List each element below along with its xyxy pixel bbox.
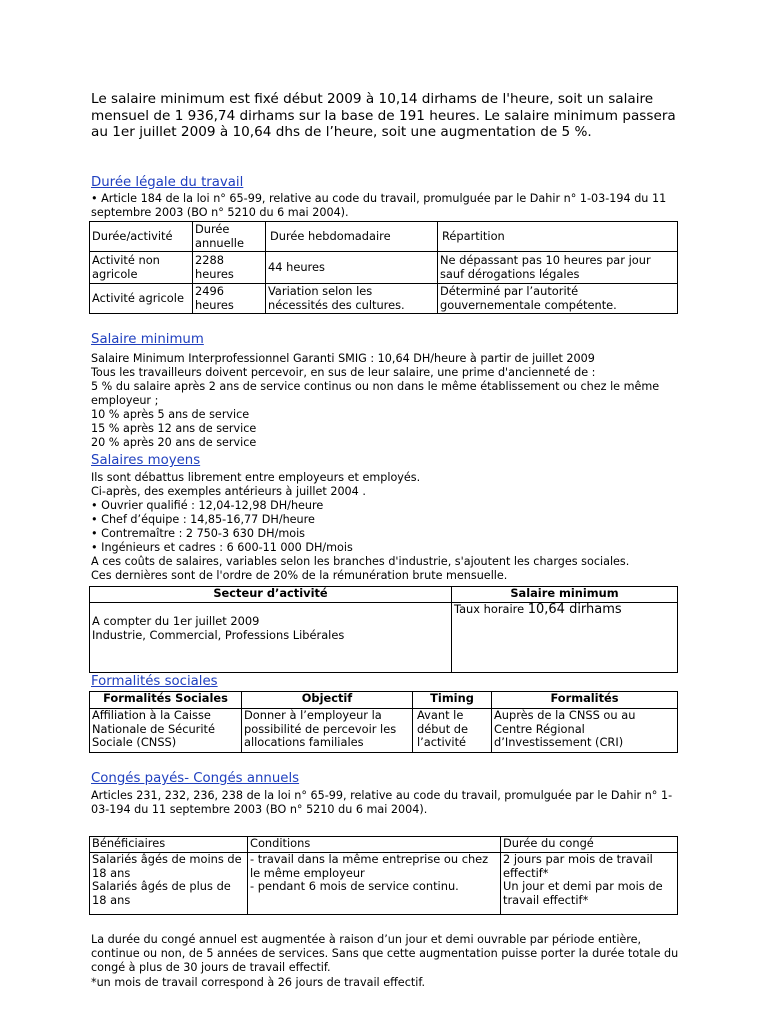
header-cell: Timing	[413, 692, 492, 709]
text-line: Ils sont débattus librement entre employeurs et employés.	[91, 471, 421, 484]
text-line: • Ouvrier qualifié : 12,04-12,98 DH/heure	[91, 499, 324, 512]
header-cell: Bénéficiaires	[90, 837, 248, 853]
text-line: • Ingénieurs et cadres : 6 600-11 000 DH/mois	[91, 541, 353, 554]
text-line: Ci-après, des exemples antérieurs à juillet 2004 .	[91, 485, 366, 498]
text-line: Salaire Minimum Interprofessionnel Garanti SMIG : 10,64 DH/heure à partir de juillet 2009	[91, 352, 595, 365]
text-line: 10 % après 5 ans de service	[91, 408, 250, 421]
conges-table	[89, 836, 678, 915]
table-cell: Activité agricole	[90, 284, 193, 314]
table-cell: 2496 heures	[193, 284, 266, 314]
header-cell: Objectif	[242, 692, 413, 709]
text-line: 5 % du salaire après 2 ans de service continus ou non dans le même établissement ou chez le même employeur ;	[91, 380, 660, 407]
table-cell: Avant le début de l’activité	[413, 709, 492, 753]
text-line: A ces coûts de salaires, variables selon les branches d'industrie, s'ajoutent les charges sociales.	[91, 555, 630, 568]
cell-line: - travail dans la même entreprise ou chez le même employeur	[250, 852, 489, 880]
salaire-minimum-text	[91, 352, 681, 450]
conges-footnote: *un mois de travail correspond à 26 jours de travail effectif.	[91, 976, 426, 989]
text-line: 15 % après 12 ans de service	[91, 422, 257, 435]
text-line: • Contremaître : 2 750-3 630 DH/mois	[91, 527, 306, 540]
cell-line: 2 jours par mois de travail effectif*	[503, 852, 653, 880]
table-cell	[90, 853, 248, 915]
cell-line: Un jour et demi par mois de travail effectif*	[503, 879, 663, 907]
table-cell: Auprès de la CNSS ou au Centre Régional d’Investissement (CRI)	[492, 709, 678, 753]
table-cell: Variation selon les nécessités des cultures.	[266, 284, 438, 314]
header-cell: Durée hebdomadaire	[266, 222, 438, 252]
rate-value: 10,64 dirhams	[527, 602, 622, 617]
header-cell: Durée/activité	[90, 222, 193, 252]
heading-duree-legale[interactable]: Durée légale du travail	[91, 175, 244, 190]
heading-formalites-sociales[interactable]: Formalités sociales	[91, 674, 218, 689]
heading-salaires-moyens[interactable]: Salaires moyens	[91, 453, 201, 468]
heading-conges-payes[interactable]: Congés payés- Congés annuels	[91, 771, 300, 786]
duree-article-text: • Article 184 de la loi n° 65-99, relative au code du travail, promulguée par le Dahir n° 1-03-194 du 11 septembre 2003 (BO n° 5210 du 6 mai 2004).	[91, 192, 667, 219]
heading-salaire-minimum[interactable]: Salaire minimum	[91, 332, 204, 347]
formalites-table	[89, 691, 678, 753]
table-cell: Ne dépassant pas 10 heures par jour sauf dérogations légales	[438, 252, 678, 284]
cell-line: Industrie, Commercial, Professions Libérales	[92, 627, 345, 642]
header-cell: Secteur d’activité	[90, 587, 452, 603]
header-cell: Formalités Sociales	[90, 692, 242, 709]
table-row	[90, 284, 678, 314]
table-cell	[501, 853, 678, 915]
header-cell: Salaire minimum	[452, 587, 678, 603]
table-row	[90, 252, 678, 284]
text-line: Ces dernières sont de l'ordre de 20% de la rémunération brute mensuelle.	[91, 569, 508, 582]
duree-table	[89, 221, 678, 314]
table-cell	[90, 603, 452, 673]
intro-paragraph: Le salaire minimum est fixé début 2009 à 10,14 dirhams de l'heure, soit un salaire mensuel de 1 936,74 dirhams sur la base de 191 heures. Le salaire minimum passera au 1er juillet 2009 à 10,64 dhs de l’heure, soit une augmentation de 5 %.	[91, 91, 676, 140]
text-line: 20 % après 20 ans de service	[91, 436, 257, 449]
header-cell: Conditions	[248, 837, 501, 853]
table-cell: 2288 heures	[193, 252, 266, 284]
secteur-table	[89, 586, 678, 673]
header-cell: Répartition	[438, 222, 678, 252]
cell-line: - pendant 6 mois de service continu.	[250, 879, 459, 893]
text-line: • Chef d’équipe : 14,85-16,77 DH/heure	[91, 513, 315, 526]
cell-line: Salariés âgés de plus de 18 ans	[92, 879, 231, 907]
text-line: Tous les travailleurs doivent percevoir, en sus de leur salaire, une prime d'ancienneté de :	[91, 366, 596, 379]
table-cell: Déterminé par l’autorité gouvernementale compétente.	[438, 284, 678, 314]
table-cell: Donner à l’employeur la possibilité de percevoir les allocations familiales	[242, 709, 413, 753]
table-row	[90, 709, 678, 753]
header-cell: Formalités	[492, 692, 678, 709]
rate-prefix: Taux horaire	[454, 602, 525, 616]
conges-article-text: Articles 231, 232, 236, 238 de la loi n° 65-99, relative au code du travail, promulguée par le Dahir n° 1-03-194 du 11 septembre 2003 (BO n° 5210 du 6 mai 2004).	[91, 789, 673, 816]
header-cell: Durée du congé	[501, 837, 678, 853]
table-cell: Activité non agricole	[90, 252, 193, 284]
conges-footer-text: La durée du congé annuel est augmentée à raison d’un jour et demi ouvrable par période entière, continue ou non, de 5 années de services. Sans que cette augmentation puisse porter la durée totale du congé à plus de 30 jours de travail effectif.	[91, 933, 679, 974]
salaires-moyens-text	[91, 471, 681, 583]
cell-line: Salariés âgés de moins de 18 ans	[92, 852, 242, 880]
header-cell: Durée annuelle	[193, 222, 266, 252]
table-cell	[452, 603, 678, 673]
table-row	[90, 603, 678, 673]
table-cell: Affiliation à la Caisse Nationale de Sécurité Sociale (CNSS)	[90, 709, 242, 753]
table-cell: 44 heures	[266, 252, 438, 284]
cell-line: A compter du 1er juillet 2009	[92, 614, 260, 628]
table-cell	[248, 853, 501, 915]
table-row	[90, 853, 678, 915]
